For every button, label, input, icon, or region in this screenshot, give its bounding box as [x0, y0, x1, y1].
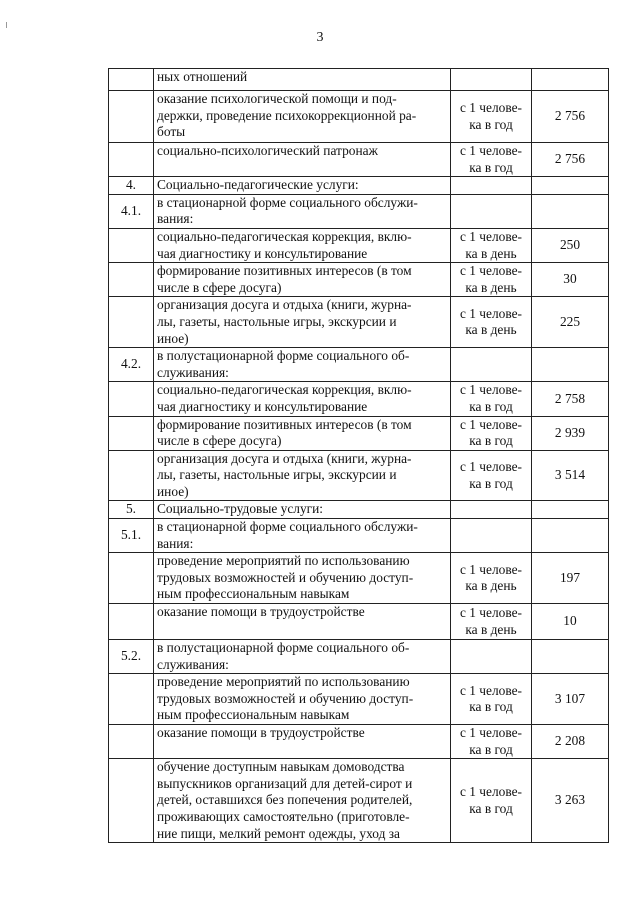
page-number: 3 [316, 30, 324, 45]
row-number-cell: 4.1. [109, 194, 154, 228]
table-row [109, 674, 609, 725]
services-table-body [109, 69, 609, 843]
unit-line: ка в год [469, 475, 513, 491]
unit-line: с 1 челове- [459, 382, 523, 398]
table-row [109, 382, 609, 416]
service-name-cell [154, 91, 451, 143]
table-row [109, 759, 609, 843]
row-number-cell [109, 725, 154, 759]
row-number-cell [109, 143, 154, 177]
unit-line: ка в день [465, 279, 517, 295]
service-name-line: лы, газеты, настольные игры, экскурсии и [157, 467, 397, 483]
value-cell [532, 194, 609, 228]
table-row [109, 143, 609, 177]
value-cell [532, 69, 609, 91]
service-name-line: оказание помощи в трудоустройстве [157, 725, 365, 740]
value-cell [532, 519, 609, 553]
row-number-cell: 4.2. [109, 348, 154, 382]
service-name-cell [154, 725, 451, 759]
row-number-cell [109, 674, 154, 725]
service-name-line: выпускников организаций для детей-сирот и [157, 775, 413, 791]
service-name-line: формирование позитивных интересов (в том [157, 416, 412, 432]
row-number-cell [109, 759, 154, 843]
service-name-cell [154, 604, 451, 640]
value-cell: 197 [532, 553, 609, 604]
unit-cell [451, 640, 532, 674]
unit-cell [451, 177, 532, 195]
table-row [109, 553, 609, 604]
value-cell [532, 640, 609, 674]
service-name-cell [154, 263, 451, 297]
service-name-line: иное) [157, 483, 189, 499]
unit-cell [451, 553, 532, 604]
unit-line: с 1 челове- [459, 561, 523, 577]
row-number-cell [109, 91, 154, 143]
unit-cell [451, 297, 532, 348]
service-name-cell [154, 297, 451, 348]
service-name-cell [154, 501, 451, 519]
service-name-line: проведение мероприятий по использованию [157, 553, 410, 569]
value-cell [532, 348, 609, 382]
service-name-line: обучение доступным навыкам домоводства [157, 759, 405, 775]
service-name-line: формирование позитивных интересов (в том [157, 263, 412, 279]
row-number-cell [109, 416, 154, 450]
value-cell [532, 501, 609, 519]
value-cell: 10 [532, 604, 609, 640]
service-name-line: числе в сфере досуга) [157, 433, 282, 449]
table-row [109, 194, 609, 228]
service-name-line: ным профессиональным навыкам [157, 707, 350, 723]
row-number-cell: 5.1. [109, 519, 154, 553]
row-number-cell [109, 263, 154, 297]
service-name-line: организация досуга и отдыха (книги, журна- [157, 450, 412, 466]
row-number-cell: 5.2. [109, 640, 154, 674]
service-name-line: оказание психологической помощи и под- [157, 91, 397, 106]
unit-cell [451, 674, 532, 725]
service-name-line: ние пищи, мелкий ремонт одежды, уход за [157, 825, 400, 841]
service-name-cell [154, 228, 451, 262]
unit-line: с 1 челове- [459, 228, 523, 244]
service-name-line: детей, оставшихся без попечения родителей, [157, 792, 413, 808]
service-name-cell [154, 553, 451, 604]
service-name-cell [154, 348, 451, 382]
unit-cell [451, 91, 532, 143]
service-name-line: держки, проведение психокоррекционной ра- [157, 107, 417, 123]
table-row [109, 263, 609, 297]
table-row [109, 228, 609, 262]
unit-cell [451, 69, 532, 91]
value-cell: 225 [532, 297, 609, 348]
unit-line: с 1 челове- [459, 305, 523, 321]
services-table [108, 68, 609, 843]
unit-line: ка в год [469, 800, 513, 816]
row-number-cell [109, 228, 154, 262]
service-name-line: проведение мероприятий по использованию [157, 674, 410, 690]
row-number-cell [109, 69, 154, 91]
unit-line: ка в год [469, 159, 513, 175]
service-name-cell [154, 416, 451, 450]
unit-cell [451, 382, 532, 416]
service-name-line: чая диагностику и консультирование [157, 245, 368, 261]
table-row [109, 177, 609, 195]
service-name-line: служивания: [157, 364, 229, 380]
table-row [109, 604, 609, 640]
service-name-cell [154, 177, 451, 195]
row-number-cell [109, 450, 154, 501]
unit-line: ка в день [465, 578, 517, 594]
row-number-cell [109, 604, 154, 640]
service-name-cell [154, 674, 451, 725]
unit-line: с 1 челове- [459, 784, 523, 800]
service-name-cell [154, 640, 451, 674]
unit-line: ка в день [465, 621, 517, 637]
service-name-line: Социально-педагогические услуги: [157, 177, 359, 193]
service-name-cell [154, 69, 451, 91]
unit-line: с 1 челове- [459, 604, 523, 620]
value-cell: 250 [532, 228, 609, 262]
service-name-line: проживающих самостоятельно (приготовле- [157, 808, 410, 824]
unit-cell [451, 348, 532, 382]
service-name-cell [154, 382, 451, 416]
table-row [109, 725, 609, 759]
value-cell: 3 107 [532, 674, 609, 725]
unit-line: с 1 челове- [459, 99, 523, 115]
service-name-cell [154, 759, 451, 843]
unit-cell [451, 194, 532, 228]
service-name-line: в стационарной форме социального обслужи- [157, 194, 418, 210]
unit-cell [451, 501, 532, 519]
unit-line: с 1 челове- [459, 143, 523, 158]
table-row [109, 501, 609, 519]
table-row [109, 69, 609, 91]
value-cell: 2 756 [532, 91, 609, 143]
service-name-line: организация досуга и отдыха (книги, журна- [157, 297, 412, 313]
unit-cell [451, 604, 532, 640]
service-name-line: вания: [157, 535, 194, 551]
unit-line: ка в год [469, 741, 513, 757]
service-name-line: трудовых возможностей и обучению доступ- [157, 690, 414, 706]
service-name-cell [154, 519, 451, 553]
value-cell: 2 939 [532, 416, 609, 450]
unit-cell [451, 263, 532, 297]
service-name-line: лы, газеты, настольные игры, экскурсии и [157, 313, 397, 329]
unit-line: с 1 челове- [459, 263, 523, 279]
table-row [109, 640, 609, 674]
value-cell [532, 177, 609, 195]
row-number-cell: 5. [109, 501, 154, 519]
service-name-line: оказание помощи в трудоустройстве [157, 604, 365, 620]
value-cell: 3 514 [532, 450, 609, 501]
service-name-line: социально-педагогическая коррекция, вклю- [157, 228, 412, 244]
service-name-line: вания: [157, 211, 194, 227]
unit-line: ка в год [469, 116, 513, 132]
service-name-line: в стационарной форме социального обслужи- [157, 519, 418, 535]
unit-cell [451, 450, 532, 501]
table-row [109, 450, 609, 501]
unit-line: с 1 челове- [459, 682, 523, 698]
value-cell: 2 758 [532, 382, 609, 416]
table-row [109, 297, 609, 348]
service-name-line: в полустационарной форме социального об- [157, 348, 410, 364]
unit-line: с 1 челове- [459, 458, 523, 474]
unit-cell [451, 416, 532, 450]
service-name-line: чая диагностику и консультирование [157, 398, 368, 414]
service-name-line: числе в сфере досуга) [157, 279, 282, 295]
row-number-cell: 4. [109, 177, 154, 195]
service-name-line: социально-педагогическая коррекция, вклю- [157, 382, 412, 398]
table-row [109, 348, 609, 382]
row-number-cell [109, 553, 154, 604]
unit-line: ка в год [469, 398, 513, 414]
unit-cell [451, 519, 532, 553]
unit-cell [451, 725, 532, 759]
service-name-line: иное) [157, 330, 189, 346]
service-name-line: Социально-трудовые услуги: [157, 501, 324, 517]
unit-line: с 1 челове- [459, 416, 523, 432]
service-name-line: социально-психологический патронаж [157, 143, 378, 158]
service-name-line: боты [157, 124, 186, 140]
unit-line: ка в день [465, 245, 517, 261]
unit-line: ка в год [469, 433, 513, 449]
unit-line: ка в день [465, 322, 517, 338]
table-row [109, 416, 609, 450]
scan-edge-mark [6, 22, 7, 28]
row-number-cell [109, 382, 154, 416]
service-name-line: служивания: [157, 656, 229, 672]
unit-cell [451, 759, 532, 843]
value-cell: 2 208 [532, 725, 609, 759]
service-name-line: ных отношений [157, 69, 248, 84]
service-name-line: в полустационарной форме социального об- [157, 640, 410, 656]
unit-cell [451, 228, 532, 262]
service-name-line: трудовых возможностей и обучению доступ- [157, 569, 414, 585]
unit-cell [451, 143, 532, 177]
table-row [109, 91, 609, 143]
row-number-cell [109, 297, 154, 348]
service-name-cell [154, 194, 451, 228]
service-name-cell [154, 143, 451, 177]
table-row [109, 519, 609, 553]
service-name-cell [154, 450, 451, 501]
unit-line: с 1 челове- [459, 725, 523, 740]
value-cell: 3 263 [532, 759, 609, 843]
service-name-line: ным профессиональным навыкам [157, 586, 350, 602]
value-cell: 2 756 [532, 143, 609, 177]
unit-line: ка в год [469, 699, 513, 715]
value-cell: 30 [532, 263, 609, 297]
